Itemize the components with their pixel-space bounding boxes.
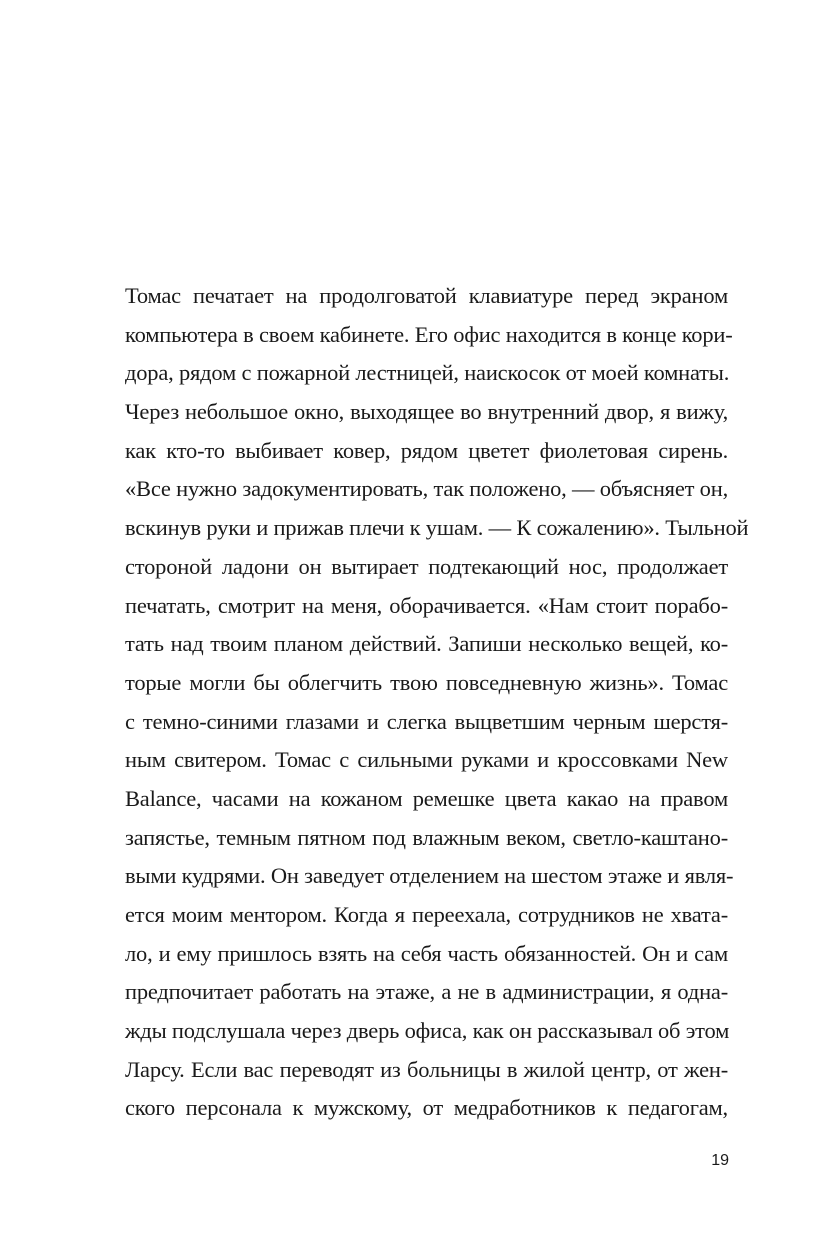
- text-line: «Все нужно задокументировать, так положено, — объясняет он,: [125, 476, 728, 502]
- text-line: дора, рядом с пожарной лестницей, наискосок от моей комнаты.: [125, 360, 730, 386]
- text-line: Томас печатает на продолговатой клавиатуре перед экраном: [125, 283, 728, 308]
- text-line: запястье, темным пятном под влажным веком, светло-каштано-: [125, 824, 728, 850]
- text-line: вскинув руки и прижав плечи к ушам. — К сожалению». Тыльной: [125, 515, 749, 541]
- body-text: [125, 277, 749, 1128]
- text-line: предпочитает работать на этаже, а не в администрации, я одна-: [125, 979, 728, 1005]
- text-line: Balance, часами на кожаном ремешке цвета какао на правом: [125, 785, 728, 811]
- text-line: торые могли бы облегчить твою повседневную жизнь». Томас: [125, 669, 728, 695]
- text-line: Через небольшое окно, выходящее во внутренний двор, я вижу,: [125, 399, 728, 425]
- text-line: ным свитером. Томас с сильными руками и кроссовками New: [125, 747, 728, 773]
- page-number: 19: [711, 1152, 729, 1169]
- text-line: жды подслушала через дверь офиса, как он рассказывал об этом: [125, 1018, 730, 1044]
- text-line: печатать, смотрит на меня, оборачивается. «Нам стоит порабо-: [125, 592, 728, 618]
- text-line: ского персонала к мужскому, от медработников к педагогам,: [125, 1095, 728, 1121]
- text-line: выми кудрями. Он заведует отделением на шестом этаже и явля-: [125, 863, 734, 889]
- text-line: Ларсу. Если вас переводят из больницы в жилой центр, от жен-: [125, 1056, 728, 1082]
- text-line: ло, и ему пришлось взять на себя часть обязанностей. Он и сам: [125, 940, 728, 966]
- text-line: компьютера в своем кабинете. Его офис находится в конце кори-: [125, 321, 733, 347]
- text-line: ется моим ментором. Когда я переехала, сотрудников не хвата-: [125, 902, 728, 927]
- text-line: как кто-то выбивает ковер, рядом цветет фиолетовая сирень.: [125, 437, 728, 463]
- text-line: стороной ладони он вытирает подтекающий нос, продолжает: [125, 553, 728, 579]
- text-line: с темно-синими глазами и слегка выцветшим черным шерстя-: [125, 708, 728, 734]
- text-line: тать над твоим планом действий. Запиши несколько вещей, ко-: [125, 631, 728, 657]
